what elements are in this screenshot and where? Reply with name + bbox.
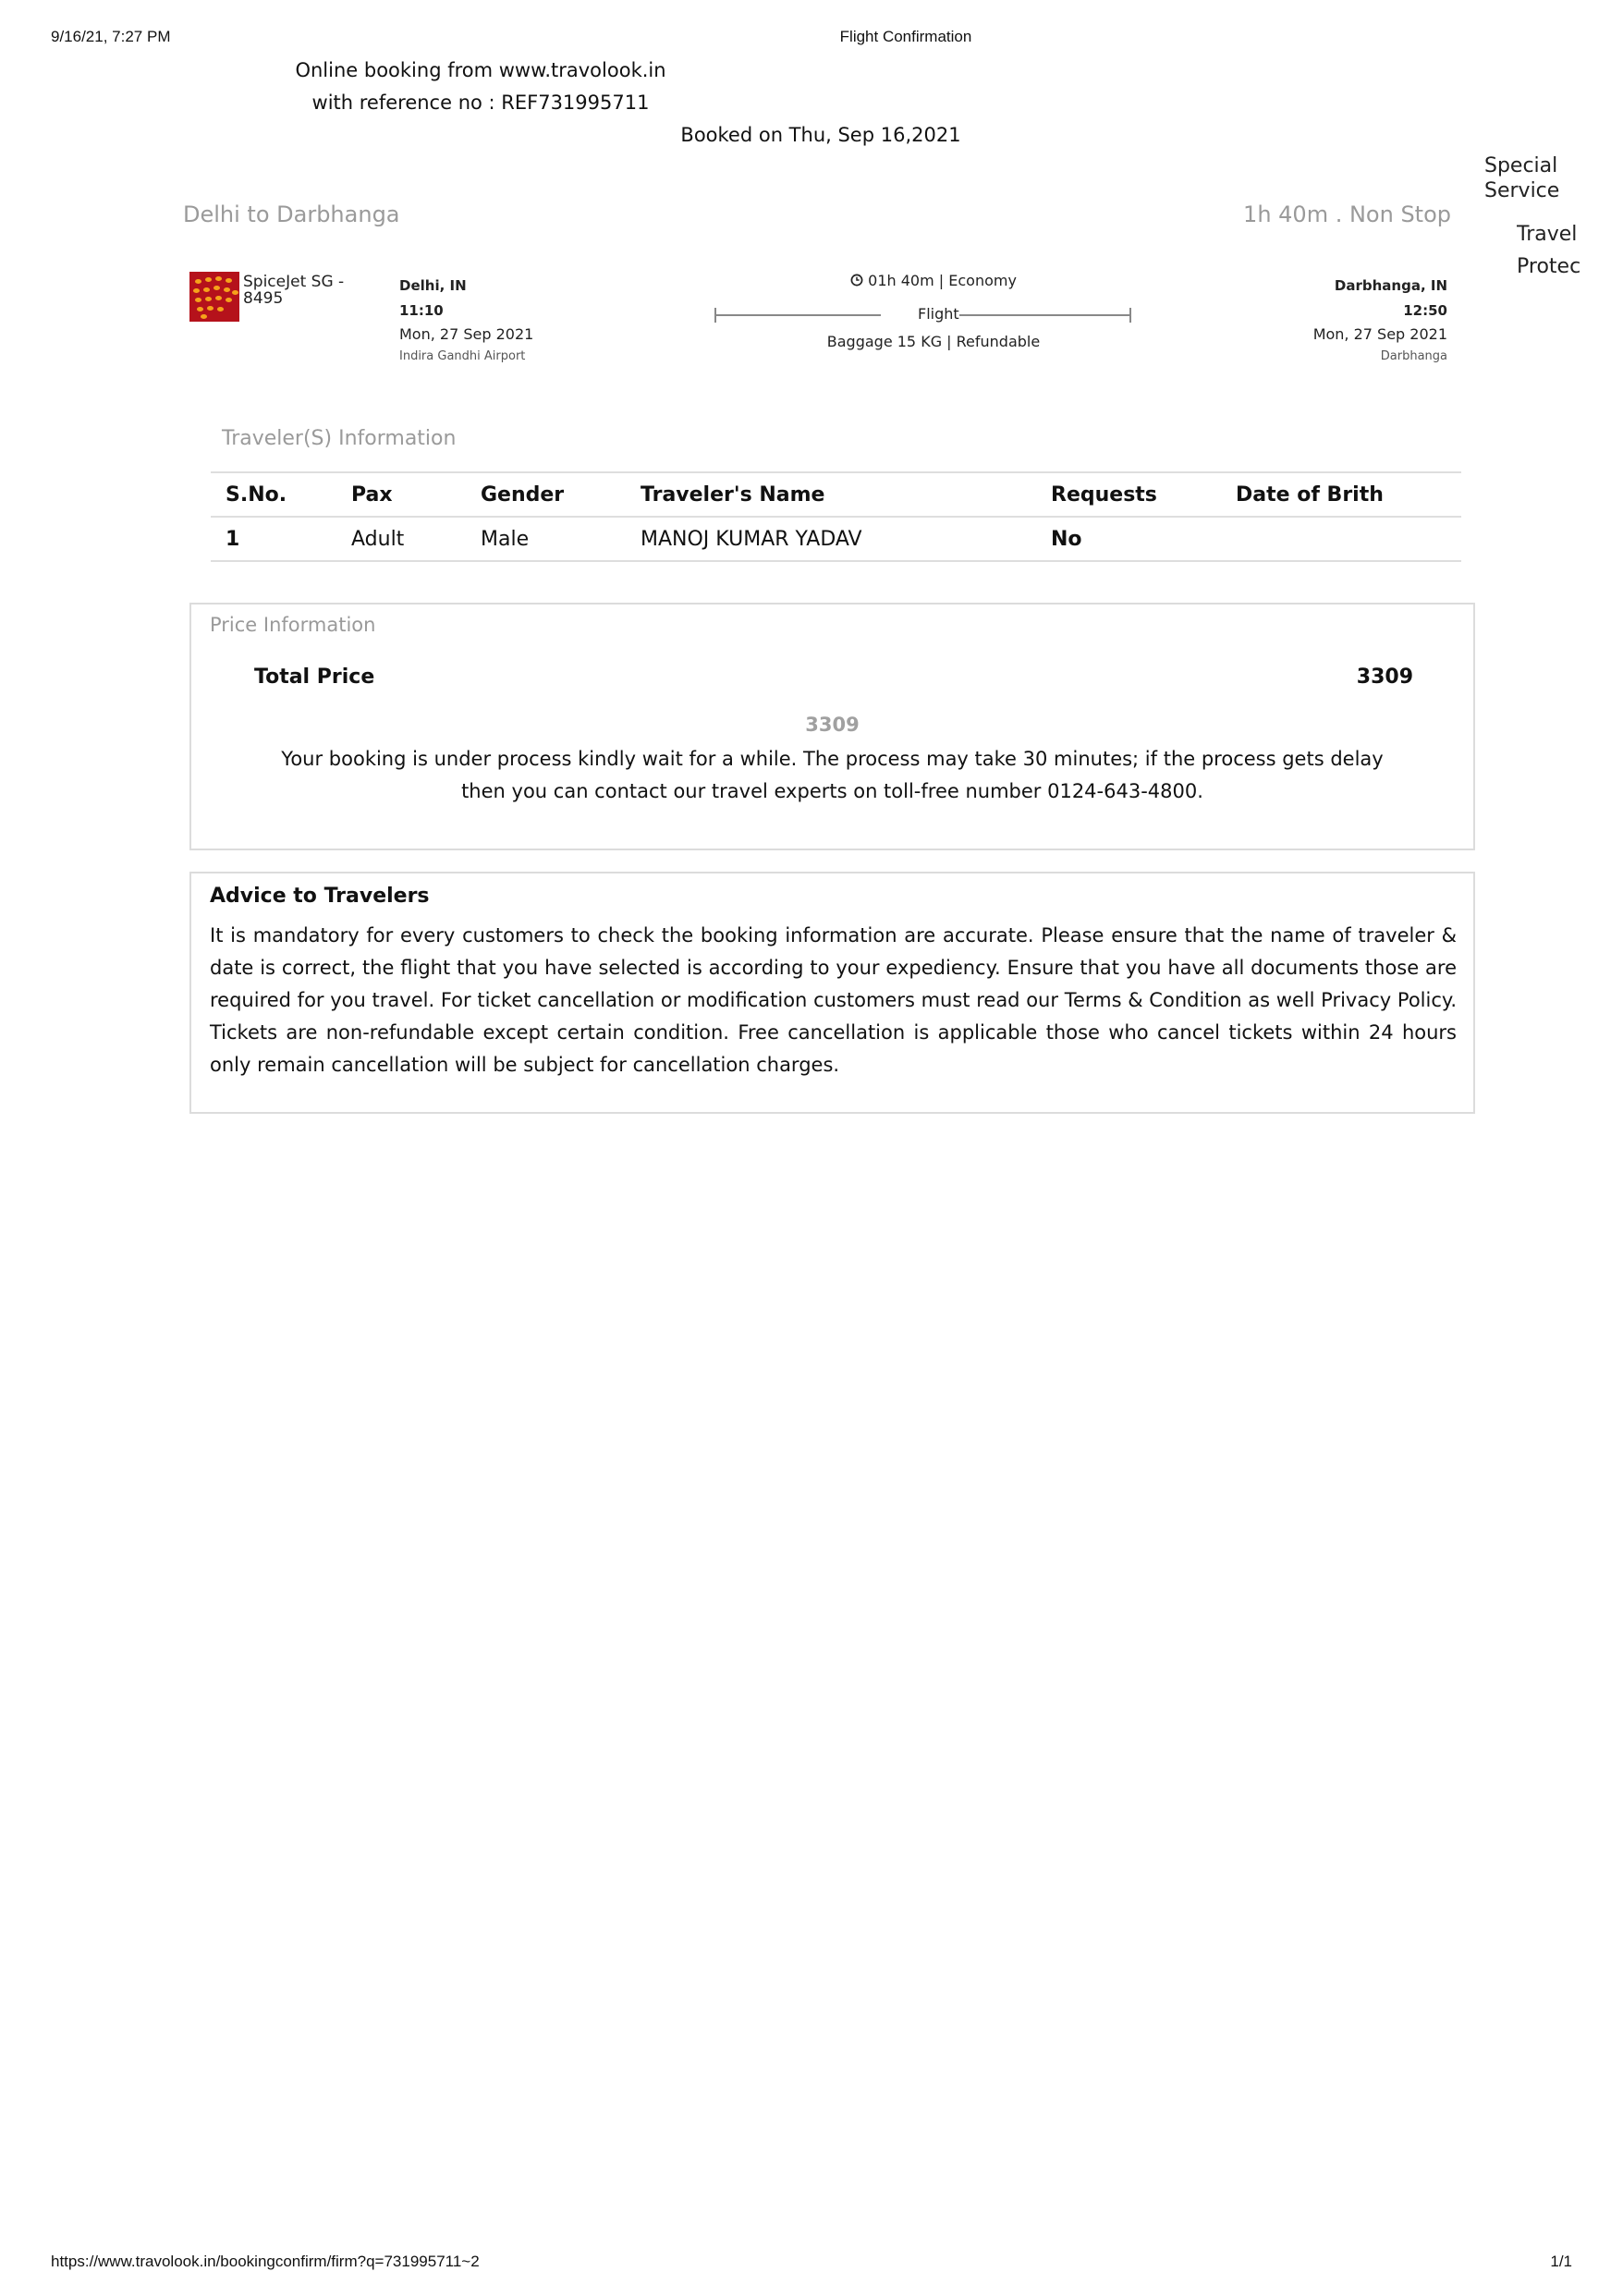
booked-on: Booked on Thu, Sep 16,2021: [680, 124, 961, 146]
travelers-section-title: Traveler(S) Information: [222, 427, 457, 450]
airline-name: SpiceJet SG - 8495: [243, 273, 345, 308]
print-footer-page: 1/1: [1550, 2253, 1572, 2270]
total-price-value: 3309: [1356, 666, 1413, 689]
flight-line-right: [959, 314, 1131, 316]
table-header-row: [211, 472, 1461, 517]
flight-line-end: [1129, 308, 1131, 323]
advice-title: Advice to Travelers: [210, 885, 430, 908]
to-time: 12:50: [1403, 302, 1447, 319]
cell-requests: No: [1036, 517, 1221, 561]
col-requests: Requests: [1036, 472, 1221, 517]
cell-pax: Adult: [336, 517, 466, 561]
duration-class-line: [786, 272, 1081, 289]
print-datetime: 9/16/21, 7:27 PM: [51, 28, 171, 45]
from-time: 11:10: [399, 302, 444, 319]
print-title: Flight Confirmation: [839, 28, 972, 45]
to-city: Darbhanga, IN: [1334, 277, 1447, 294]
price-info-box: [189, 603, 1475, 850]
cell-sno: 1: [211, 517, 336, 561]
from-city: Delhi, IN: [399, 277, 467, 294]
duration-class: 01h 40m | Economy: [868, 272, 1017, 289]
col-gender: Gender: [466, 472, 626, 517]
cell-dob: [1221, 517, 1461, 561]
travelers-table: [211, 471, 1461, 562]
to-date: Mon, 27 Sep 2021: [1312, 325, 1447, 343]
travel-protect-label: Travel Protec: [1517, 223, 1581, 278]
col-dob: Date of Brith: [1221, 472, 1461, 517]
col-traveler-name: Traveler's Name: [626, 472, 1036, 517]
to-airport: Darbhanga: [1380, 349, 1447, 363]
online-booking-line: Online booking from www.travolook.in: [295, 59, 666, 81]
reference-line: with reference no : REF731995711: [311, 92, 650, 114]
total-price-label: Total Price: [254, 666, 375, 689]
advice-box: [189, 872, 1475, 1114]
col-pax: Pax: [336, 472, 466, 517]
clock-icon: [850, 274, 863, 287]
booking-process-message: Your booking is under process kindly wait for a while. The process may take 30 minutes; if the process gets delay then you can contact our travel experts on toll-free number 0124-643-4800.: [281, 748, 1384, 802]
table-row: [211, 517, 1461, 561]
cell-gender: Male: [466, 517, 626, 561]
flight-label: Flight: [918, 305, 959, 323]
print-footer-url: https://www.travolook.in/bookingconfirm/firm?q=731995711~2: [51, 2253, 480, 2270]
col-sno: S.No.: [211, 472, 336, 517]
cell-traveler-name: MANOJ KUMAR YADAV: [626, 517, 1036, 561]
special-service-label: Special Service: [1484, 154, 1560, 202]
route-duration-stops: 1h 40m . Non Stop: [1243, 202, 1451, 227]
flight-line-left: [714, 314, 881, 316]
from-date: Mon, 27 Sep 2021: [399, 325, 534, 343]
price-amount-grey: 3309: [805, 714, 860, 736]
route-title: Delhi to Darbhanga: [183, 202, 400, 227]
from-airport: Indira Gandhi Airport: [399, 349, 526, 363]
baggage-info: Baggage 15 KG | Refundable: [826, 333, 1041, 350]
advice-text: It is mandatory for every customers to check the booking information are accurate. Please ensure that the name of traveler & date is correct, the flight that you have selected is according to your expediency. Ensure that you have all documents those are required for you travel. For ticket cancellation or modification customers must read our Terms & Condition as well Privacy Policy. Tickets are non-refundable except certain condition. Free cancellation is applicable those who cancel tickets within 24 hours only remain cancellation will be subject for cancellation charges.: [210, 924, 1457, 1076]
spicejet-logo-icon: [189, 272, 239, 322]
price-section-title: Price Information: [210, 614, 376, 636]
